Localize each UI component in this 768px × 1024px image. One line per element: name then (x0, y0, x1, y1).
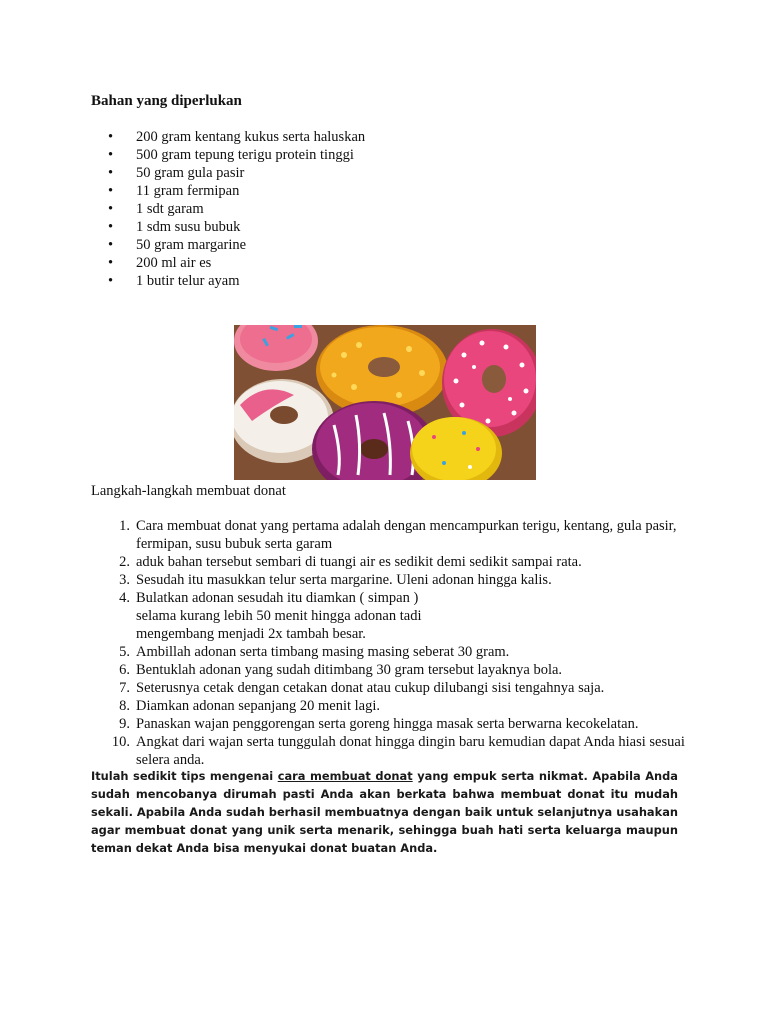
list-item: • 50 gram margarine (108, 236, 365, 254)
list-item (106, 589, 686, 643)
list-item (106, 643, 686, 661)
list-item: • 200 ml air es (108, 254, 365, 272)
list-item: • 1 sdm susu bubuk (108, 218, 365, 236)
list-item (106, 679, 686, 697)
step-number: 8. (119, 698, 130, 714)
closing-text-end: yang empuk serta nikmat. Apabila Anda sudah mencobanya dirumah pasti Anda akan berkata bahwa membuat donat itu mudah sekali. Apabila Anda sudah berhasil membuatnya dengan baik untuk selanjutnya usahakan agar membuat donat yang unik serta menarik, sehingga buah hati serta keluarga maupun teman dekat Anda bisa menyukai donat buatan Anda. (91, 769, 678, 855)
step-text: Bulatkan adonan sesudah itu diamkan ( simpan ) selama kurang lebih 50 menit hingga adonan tadi mengembang menjadi 2x tambah besar. (136, 590, 422, 642)
ingredients-heading: Bahan yang diperlukan (91, 93, 242, 109)
donut-photo (234, 325, 536, 480)
closing-paragraph (91, 767, 678, 857)
step-number: 2. (119, 554, 130, 570)
list-item: • 500 gram tepung terigu protein tinggi (108, 146, 365, 164)
step-number: 9. (119, 716, 130, 732)
step-number: 3. (119, 572, 130, 588)
step-number: 10. (111, 734, 130, 750)
step-number: 7. (119, 680, 130, 696)
list-item (106, 733, 686, 769)
step-text: Diamkan adonan sepanjang 20 menit lagi. (136, 698, 381, 714)
step-number: 1. (119, 518, 130, 534)
step-number: 5. (119, 644, 130, 660)
list-item (106, 517, 686, 553)
step-text: Sesudah itu masukkan telur serta margarine. Uleni adonan hingga kalis. (136, 572, 552, 588)
list-item (106, 553, 686, 571)
recipe-link[interactable]: cara membuat donat (277, 769, 413, 783)
step-text: aduk bahan tersebut sembari di tuangi air es sedikit demi sedikit sampai rata. (136, 554, 582, 570)
list-item (106, 697, 686, 715)
list-item: • 1 sdt garam (108, 200, 365, 218)
steps-list (106, 517, 686, 769)
list-item (106, 571, 686, 589)
step-number: 4. (119, 590, 130, 606)
step-text: Seterusnya cetak dengan cetakan donat atau cukup dilubangi sisi tengahnya saja. (136, 680, 605, 696)
closing-text-start: Itulah sedikit tips mengenai (91, 769, 278, 783)
list-item: • 50 gram gula pasir (108, 164, 365, 182)
step-number: 6. (119, 662, 130, 678)
step-text: Bentuklah adonan yang sudah ditimbang 30 gram tersebut layaknya bola. (136, 662, 563, 678)
step-text: Cara membuat donat yang pertama adalah dengan mencampurkan terigu, kentang, gula pasir, fermipan, susu bubuk serta garam (136, 518, 677, 552)
list-item (106, 661, 686, 679)
ingredients-list (108, 128, 365, 290)
list-item (106, 715, 686, 733)
list-item: • 11 gram fermipan (108, 182, 365, 200)
list-item: • 200 gram kentang kukus serta haluskan (108, 128, 365, 146)
step-text: Angkat dari wajan serta tunggulah donat hingga dingin baru kemudian dapat Anda hiasi sesuai selera anda. (136, 734, 685, 768)
list-item: • 1 butir telur ayam (108, 272, 365, 290)
steps-heading: Langkah-langkah membuat donat (91, 483, 286, 499)
step-text: Panaskan wajan penggorengan serta goreng hingga masak serta berwarna kecokelatan. (136, 716, 639, 732)
step-text: Ambillah adonan serta timbang masing masing seberat 30 gram. (136, 644, 510, 660)
